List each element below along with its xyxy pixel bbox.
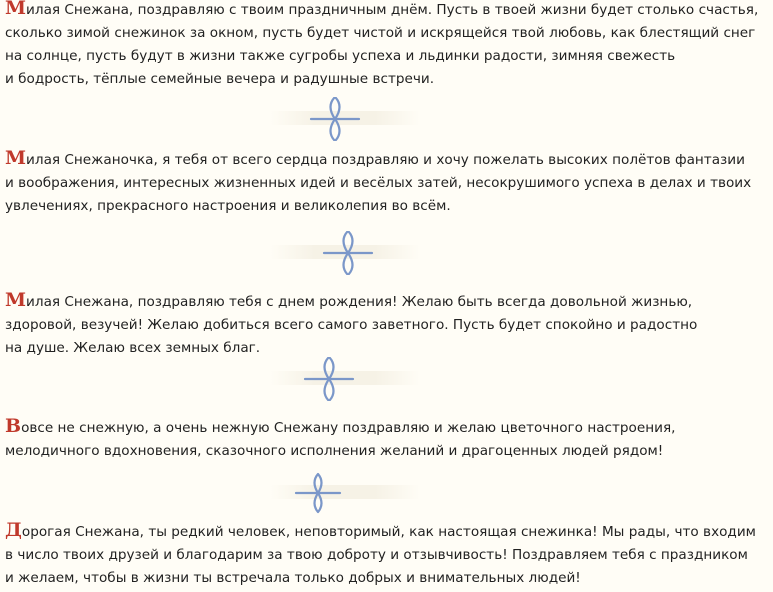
greeting-1 [5, 0, 770, 91]
greeting-1-line-4: и бодрость, тёплые семейные вечера и радушные встречи. [5, 71, 435, 87]
greeting-5-line-3: и желаем, чтобы в жизни ты встречала только добрых и внимательных людей! [5, 570, 581, 586]
greeting-4-initial: В [5, 415, 22, 437]
greeting-5 [5, 519, 770, 590]
greeting-2-line-1: илая Снежаночка, я тебя от всего сердца поздравляю и хочу пожелать высоких полётов фантазии [26, 152, 745, 168]
four-point-star-icon [270, 471, 420, 515]
star-divider-4 [270, 471, 420, 515]
greeting-2-line-3: увлечениях, прекрасного настроения и великолепия во всём. [5, 198, 451, 214]
greeting-4-line-1: овсе не снежную, а очень нежную Снежану поздравляю и желаю цветочного настроения, [21, 420, 676, 436]
greeting-1-line-3: на солнце, пусть будут в жизни также сугробы успеха и льдинки радости, зимняя свежесть [5, 48, 676, 64]
greeting-5-line-2: в число твоих друзей и благодарим за твою доброту и отзывчивость! Поздравляем тебя с праздником [5, 547, 748, 563]
greeting-2-line-2: и воображения, интересных жизненных идей и весёлых затей, несокрушимого успеха в делах и твоих [5, 175, 752, 191]
greeting-1-line-2: сколько зимой снежинок за окном, пусть будет чистой и искрящейся твой любовь, как блестящий снег [5, 25, 756, 41]
greeting-3-initial: М [5, 289, 27, 311]
four-point-star-icon [270, 97, 420, 141]
greeting-4 [5, 415, 770, 463]
star-divider-3 [270, 357, 420, 401]
greeting-3-line-3: на душе. Желаю всех земных благ. [5, 340, 261, 356]
star-divider-2 [270, 231, 420, 275]
greeting-1-line-1: илая Снежана, поздравляю с твоим праздничным днём. Пусть в твоей жизни будет столько счастья, [26, 2, 759, 18]
greeting-2 [5, 147, 770, 218]
greeting-3 [5, 289, 770, 360]
four-point-star-icon [270, 231, 420, 275]
star-divider-1 [270, 97, 420, 141]
four-point-star-icon [270, 357, 420, 401]
greeting-5-initial: Д [5, 519, 22, 541]
greeting-2-initial: М [5, 147, 27, 169]
greeting-4-line-2: мелодичного вдохновения, сказочного исполнения желаний и драгоценных людей рядом! [5, 443, 664, 459]
greeting-5-line-1: орогая Снежана, ты редкий человек, неповторимый, как настоящая снежинка! Мы рады, что входим [21, 524, 756, 540]
greeting-3-line-2: здоровой, везучей! Желаю добиться всего самого заветного. Пусть будет спокойно и радостно [5, 317, 698, 333]
greeting-1-initial: М [5, 0, 27, 19]
greeting-3-line-1: илая Снежана, поздравляю тебя с днем рождения! Желаю быть всегда довольной жизнью, [26, 294, 693, 310]
